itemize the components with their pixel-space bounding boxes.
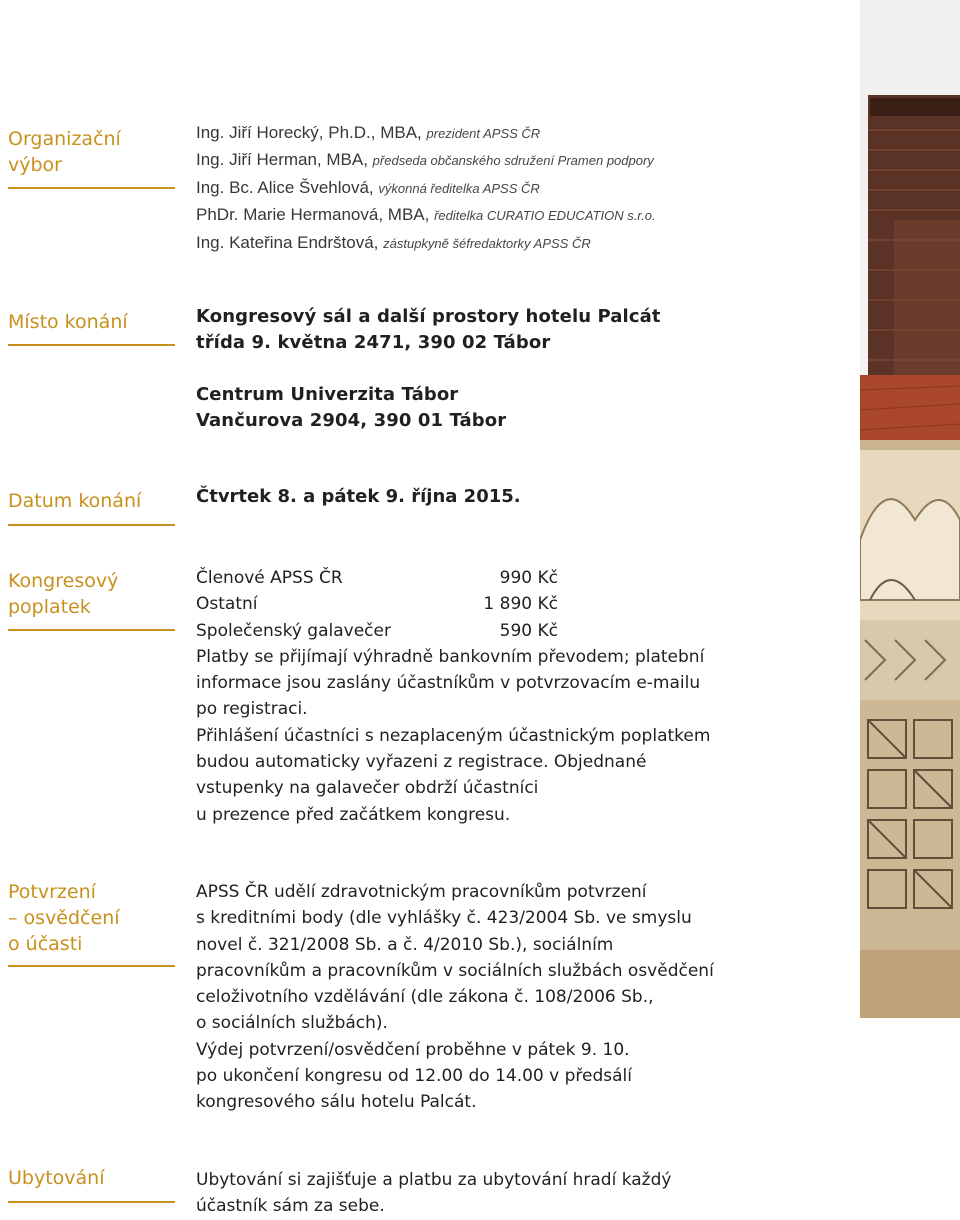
accommodation-text-line: účastník sám za sebe. <box>196 1196 385 1217</box>
certificate-text-line: kongresového sálu hotelu Palcát. <box>196 1092 477 1113</box>
section-label-accommodation: Ubytování <box>8 1167 105 1189</box>
section-divider <box>8 629 175 631</box>
section-label-venue: Místo konání <box>8 311 128 333</box>
event-date: Čtvrtek 8. a pátek 9. října 2015. <box>196 486 521 507</box>
member-role: předseda občanského sdružení Pramen podpory <box>372 153 654 169</box>
accommodation-text-line: Ubytování si zajišťuje a platbu za ubytování hradí každý <box>196 1170 672 1190</box>
label-line: výbor <box>8 154 62 176</box>
fee-text-line: informace jsou zaslány účastníkům v potvrzovacím e-mailu <box>196 673 701 694</box>
certificate-text-line: s kreditními body (dle vyhlášky č. 423/2004 Sb. ve smyslu <box>196 908 692 929</box>
member-name: Ing. Jiří Horecký, Ph.D., MBA, <box>196 123 422 142</box>
fee-amount: 590 Kč <box>499 620 558 641</box>
building-photo <box>860 0 960 1018</box>
member-name: Ing. Kateřina Endrštová, <box>196 232 379 252</box>
certificate-text-line: novel č. 321/2008 Sb. a č. 4/2010 Sb.), sociálním <box>196 934 614 955</box>
certificate-text-line: pracovníkům a pracovníkům v sociálních službách osvědčení <box>196 960 714 981</box>
fee-amount: 1 890 Kč <box>483 594 558 615</box>
fee-text-line: po registraci. <box>196 699 308 720</box>
committee-member <box>196 120 656 147</box>
fee-details <box>196 565 710 828</box>
label-line: poplatek <box>8 596 91 618</box>
venue-line: třída 9. května 2471, 390 02 Tábor <box>196 332 551 353</box>
section-divider <box>8 187 175 189</box>
section-divider <box>8 965 175 967</box>
label-line: – osvědčení <box>8 907 120 929</box>
member-name: Ing. Jiří Herman, MBA, <box>196 150 368 170</box>
label-line: o účasti <box>8 933 83 955</box>
fee-text-line: Platby se přijímají výhradně bankovním převodem; platební <box>196 646 705 667</box>
member-role: výkonná ředitelka APSS ČR <box>378 180 540 196</box>
fee-name: Společenský galavečer <box>196 620 391 641</box>
fee-text-line: budou automaticky vyřazeni z registrace. Objednané <box>196 752 647 773</box>
fee-amount: 990 Kč <box>499 568 558 588</box>
committee-member <box>196 147 656 174</box>
fee-text-line: Přihlášení účastníci s nezaplaceným účastnickým poplatkem <box>196 725 711 746</box>
certificate-text-line: APSS ČR udělí zdravotnickým pracovníkům potvrzení <box>196 882 647 902</box>
fee-row <box>196 591 710 617</box>
fee-row <box>196 618 710 644</box>
certificate-text-line: o sociálních službách). <box>196 1013 388 1034</box>
fee-name: Členové APSS ČR <box>196 568 343 588</box>
fee-text-line: vstupenky na galavečer obdrží účastníci <box>196 778 539 799</box>
fee-name: Ostatní <box>196 594 258 615</box>
label-line: Kongresový <box>8 570 119 592</box>
certificate-text-line: Výdej potvrzení/osvědčení proběhne v pátek 9. 10. <box>196 1039 630 1060</box>
fee-row <box>196 565 710 591</box>
section-divider <box>8 1201 175 1203</box>
venue-line: Centrum Univerzita Tábor <box>196 384 459 405</box>
member-role: zástupkyně šéfredaktorky APSS ČR <box>383 235 591 251</box>
section-label-date: Datum konání <box>8 490 142 512</box>
member-role: prezident APSS ČR <box>426 126 541 141</box>
committee-member <box>196 175 656 202</box>
fee-text-line: u prezence před začátkem kongresu. <box>196 804 511 825</box>
member-name: PhDr. Marie Hermanová, MBA, <box>196 205 430 225</box>
venue-details <box>196 304 661 434</box>
label-line: Potvrzení <box>8 881 96 903</box>
member-role: ředitelka CURATIO EDUCATION s.r.o. <box>434 208 656 224</box>
committee-list <box>196 120 656 257</box>
section-label-fee <box>8 568 176 620</box>
section-divider <box>8 344 175 346</box>
certificate-text-line: po ukončení kongresu od 12.00 do 14.00 v předsálí <box>196 1066 632 1087</box>
accommodation-details <box>196 1167 671 1220</box>
venue-line: Vančurova 2904, 390 01 Tábor <box>196 410 507 431</box>
certificate-details <box>196 879 714 1116</box>
committee-member <box>196 230 656 257</box>
certificate-text-line: celoživotního vzdělávání (dle zákona č. 108/2006 Sb., <box>196 987 654 1008</box>
member-name: Ing. Bc. Alice Švehlová, <box>196 177 374 197</box>
label-line: Organizační <box>8 128 121 150</box>
section-label-organizing-committee <box>8 126 176 178</box>
section-label-certificate <box>8 879 176 957</box>
section-divider <box>8 524 175 526</box>
committee-member <box>196 202 656 229</box>
venue-line: Kongresový sál a další prostory hotelu Palcát <box>196 306 661 327</box>
